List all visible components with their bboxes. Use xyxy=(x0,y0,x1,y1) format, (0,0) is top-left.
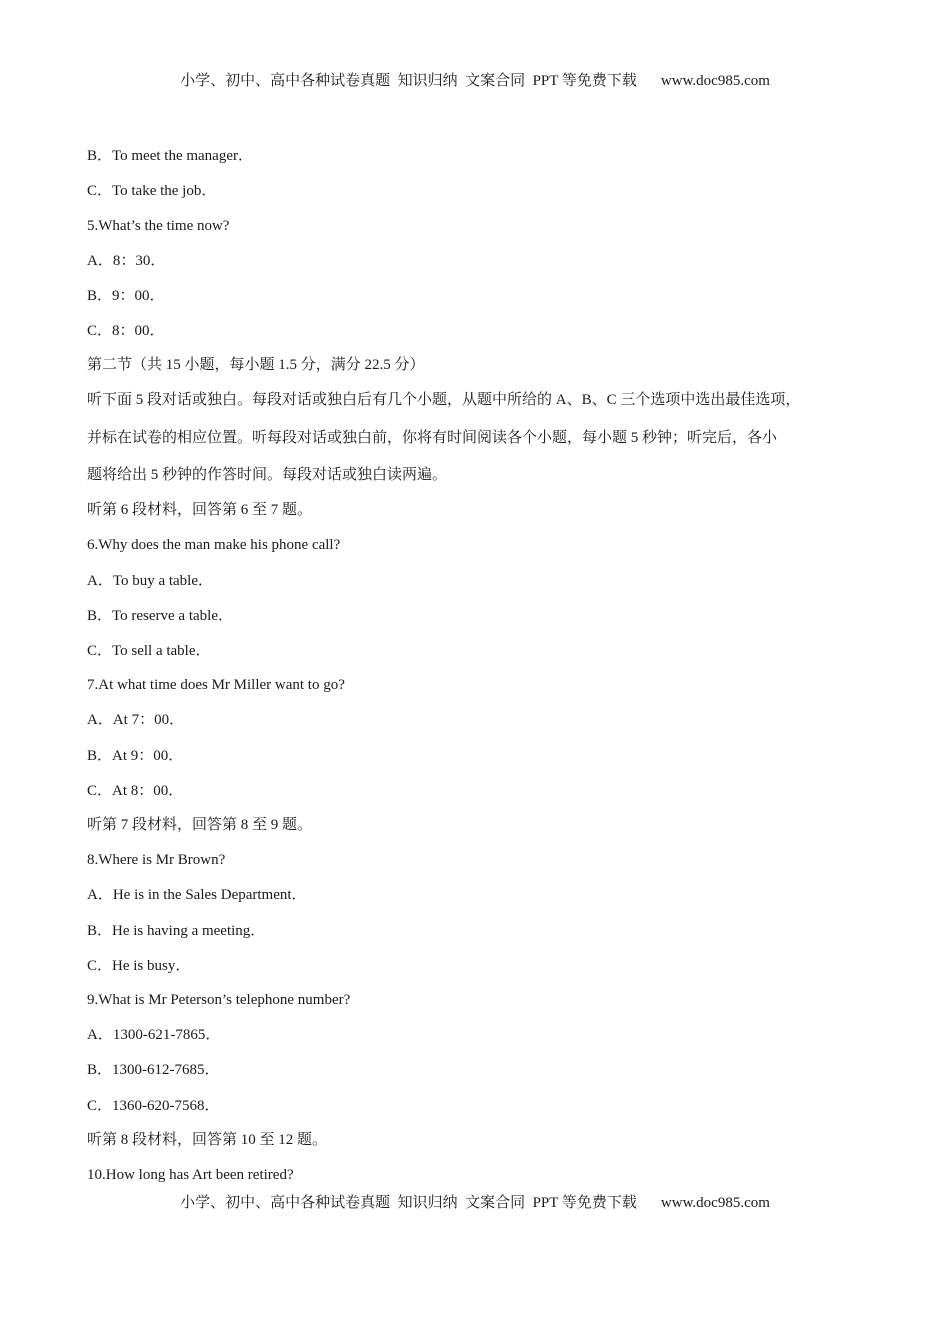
text-line: B．9：00． xyxy=(87,288,165,304)
text-line: 10.How long has Art been retired? xyxy=(87,1167,294,1183)
text-line: C．To sell a table． xyxy=(87,643,211,659)
text-line: C．At 8：00． xyxy=(87,783,184,799)
text-line: B．To reserve a table． xyxy=(87,608,233,624)
text-line: 7.At what time does Mr Miller want to go? xyxy=(87,677,345,693)
text-line: B．1300-612-7685． xyxy=(87,1062,220,1078)
text-line: A．8：30． xyxy=(87,253,166,269)
text-line: 第二节（共 15 小题，每小题 1.5 分，满分 22.5 分） xyxy=(87,357,425,373)
header-text: 小学、初中、高中各种试卷真题 知识归纳 文案合同 PPT 等免费下载 xyxy=(180,73,637,89)
text-line: C．He is busy． xyxy=(87,958,191,974)
text-line: B．At 9：00． xyxy=(87,748,184,764)
text-line: A．At 7：00． xyxy=(87,712,185,728)
text-line: A．To buy a table． xyxy=(87,573,214,589)
text-line: 听第 7 段材料，回答第 8 至 9 题。 xyxy=(87,817,313,833)
text-line: 听第 8 段材料，回答第 10 至 12 题。 xyxy=(87,1132,328,1148)
text-line: 9.What is Mr Peterson’s telephone number? xyxy=(87,992,351,1008)
text-line: B．He is having a meeting． xyxy=(87,923,266,939)
footer-site-link[interactable]: www.doc985.com xyxy=(660,1195,770,1211)
text-line: 8.Where is Mr Brown? xyxy=(87,852,226,868)
text-line: B．To meet the manager． xyxy=(87,148,253,164)
text-line: C．8：00． xyxy=(87,323,165,339)
text-line: 听下面 5 段对话或独白。每段对话或独白后有几个小题，从题中所给的 A、B、C 三个选项中选出最佳选项， xyxy=(87,392,801,408)
text-line: 听第 6 段材料，回答第 6 至 7 题。 xyxy=(87,502,313,518)
header-site-link[interactable]: www.doc985.com xyxy=(660,73,770,89)
text-line: 并标在试卷的相应位置。听每段对话或独白前，你将有时间阅读各个小题，每小题 5 秒钟；听完后，各小 xyxy=(87,430,778,446)
text-line: A．1300-621-7865． xyxy=(87,1027,221,1043)
text-line: C．1360-620-7568． xyxy=(87,1098,220,1114)
page-header xyxy=(0,69,950,90)
page-footer xyxy=(0,1191,950,1212)
text-line: 题将给出 5 秒钟的作答时间。每段对话或独白读两遍。 xyxy=(87,467,448,483)
text-line: 5.What’s the time now? xyxy=(87,218,230,234)
footer-text: 小学、初中、高中各种试卷真题 知识归纳 文案合同 PPT 等免费下载 xyxy=(180,1195,637,1211)
text-line: 6.Why does the man make his phone call? xyxy=(87,537,341,553)
text-line: C．To take the job． xyxy=(87,183,217,199)
text-line: A．He is in the Sales Department． xyxy=(87,887,307,903)
